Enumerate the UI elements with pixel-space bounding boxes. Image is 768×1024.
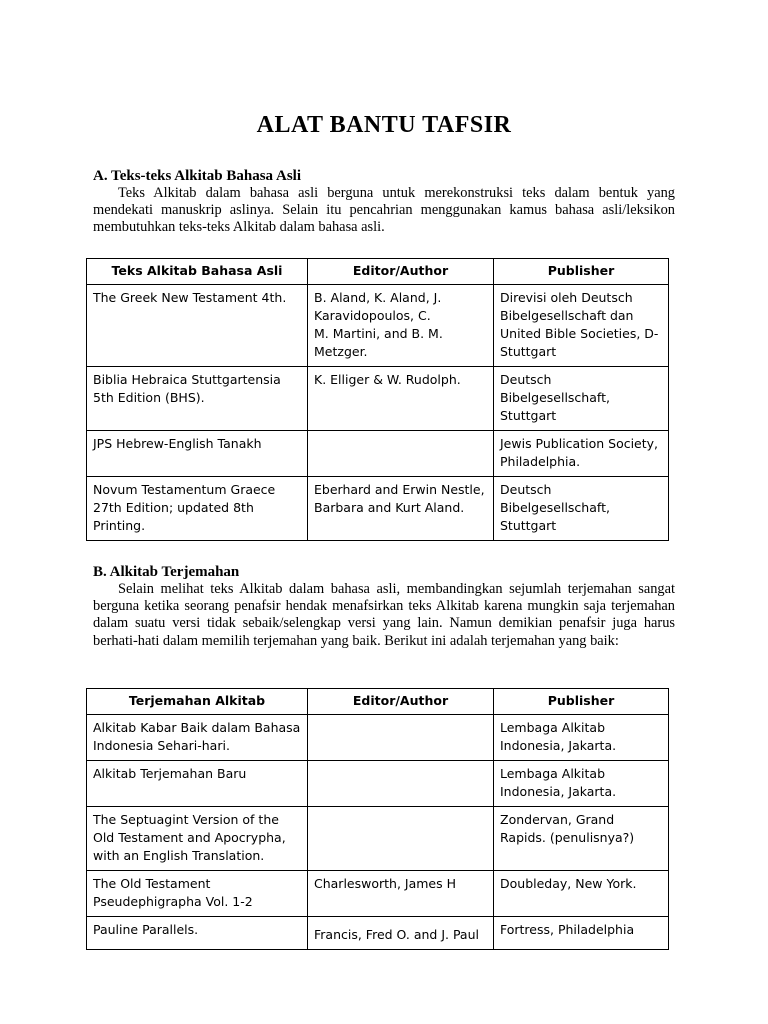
table-cell: Biblia Hebraica Stuttgartensia 5th Edition (BHS).	[87, 367, 308, 431]
section-b-heading: B. Alkitab Terjemahan	[93, 564, 240, 580]
section-b	[93, 564, 675, 650]
table-cell: Jewis Publication Society, Philadelphia.	[494, 431, 669, 477]
section-a-paragraph: Teks Alkitab dalam bahasa asli berguna untuk merekonstruksi teks dalam bentuk yang mendekati manuskrip aslinya. Selain itu pencahrian menggunakan kamus bahasa asli/leksikon membutuhkan teks-teks Alkitab dalam bahasa asli.	[93, 185, 675, 236]
table-cell	[308, 431, 494, 477]
table-row	[87, 431, 669, 477]
table-cell	[308, 807, 494, 871]
table-cell: Francis, Fred O. and J. Paul	[308, 917, 494, 950]
table-cell: Alkitab Kabar Baik dalam Bahasa Indonesia Sehari-hari.	[87, 715, 308, 761]
table-original-texts	[86, 258, 669, 541]
table-row	[87, 871, 669, 917]
table-row	[87, 715, 669, 761]
table-cell: The Old Testament Pseudephigrapha Vol. 1-2	[87, 871, 308, 917]
table-cell: Alkitab Terjemahan Baru	[87, 761, 308, 807]
table-cell: Zondervan, Grand Rapids. (penulisnya?)	[494, 807, 669, 871]
table-cell	[308, 715, 494, 761]
section-a-heading: A. Teks-teks Alkitab Bahasa Asli	[93, 168, 301, 184]
page-title: ALAT BANTU TAFSIR	[256, 112, 512, 138]
table-row	[87, 917, 669, 950]
column-header: Publisher	[494, 259, 669, 285]
column-header: Publisher	[494, 689, 669, 715]
column-header: Terjemahan Alkitab	[87, 689, 308, 715]
table-header-row	[87, 259, 669, 285]
table-row	[87, 367, 669, 431]
column-header: Editor/Author	[308, 689, 494, 715]
table-cell: K. Elliger & W. Rudolph.	[308, 367, 494, 431]
column-header: Editor/Author	[308, 259, 494, 285]
table-cell: Lembaga Alkitab Indonesia, Jakarta.	[494, 715, 669, 761]
table-translations	[86, 688, 669, 950]
table-cell	[308, 761, 494, 807]
table-row	[87, 477, 669, 541]
section-b-paragraph: Selain melihat teks Alkitab dalam bahasa asli, membandingkan sejumlah terjemahan sangat berguna ketika seorang penafsir hendak menafsirkan teks Alkitab karena mungkin saja terjemahan dalam suatu versi tidak sebaik/selengkap versi yang lain. Namun demikian penafsir juga harus berhati-hati dalam memilih terjemahan yang baik. Berikut ini adalah terjemahan yang baik:	[93, 581, 675, 649]
table-cell: Pauline Parallels.	[87, 917, 308, 950]
table-cell: Doubleday, New York.	[494, 871, 669, 917]
table-cell: JPS Hebrew-English Tanakh	[87, 431, 308, 477]
table-cell: Fortress, Philadelphia	[494, 917, 669, 950]
table-cell: Lembaga Alkitab Indonesia, Jakarta.	[494, 761, 669, 807]
table-cell: Eberhard and Erwin Nestle, Barbara and Kurt Aland.	[308, 477, 494, 541]
table-cell: Novum Testamentum Graece 27th Edition; updated 8th Printing.	[87, 477, 308, 541]
table-cell: The Greek New Testament 4th.	[87, 285, 308, 367]
table-header-row	[87, 689, 669, 715]
table-row	[87, 807, 669, 871]
table-cell: Charlesworth, James H	[308, 871, 494, 917]
table-cell: Deutsch Bibelgesellschaft, Stuttgart	[494, 477, 669, 541]
column-header: Teks Alkitab Bahasa Asli	[87, 259, 308, 285]
table-cell: The Septuagint Version of the Old Testament and Apocrypha, with an English Translation.	[87, 807, 308, 871]
table-cell: Direvisi oleh Deutsch Bibelgesellschaft dan United Bible Societies, D-Stuttgart	[494, 285, 669, 367]
table-row	[87, 285, 669, 367]
table-cell: B. Aland, K. Aland, J. Karavidopoulos, C. M. Martini, and B. M. Metzger.	[308, 285, 494, 367]
table-cell: Deutsch Bibelgesellschaft, Stuttgart	[494, 367, 669, 431]
table-row	[87, 761, 669, 807]
section-a	[93, 168, 675, 237]
